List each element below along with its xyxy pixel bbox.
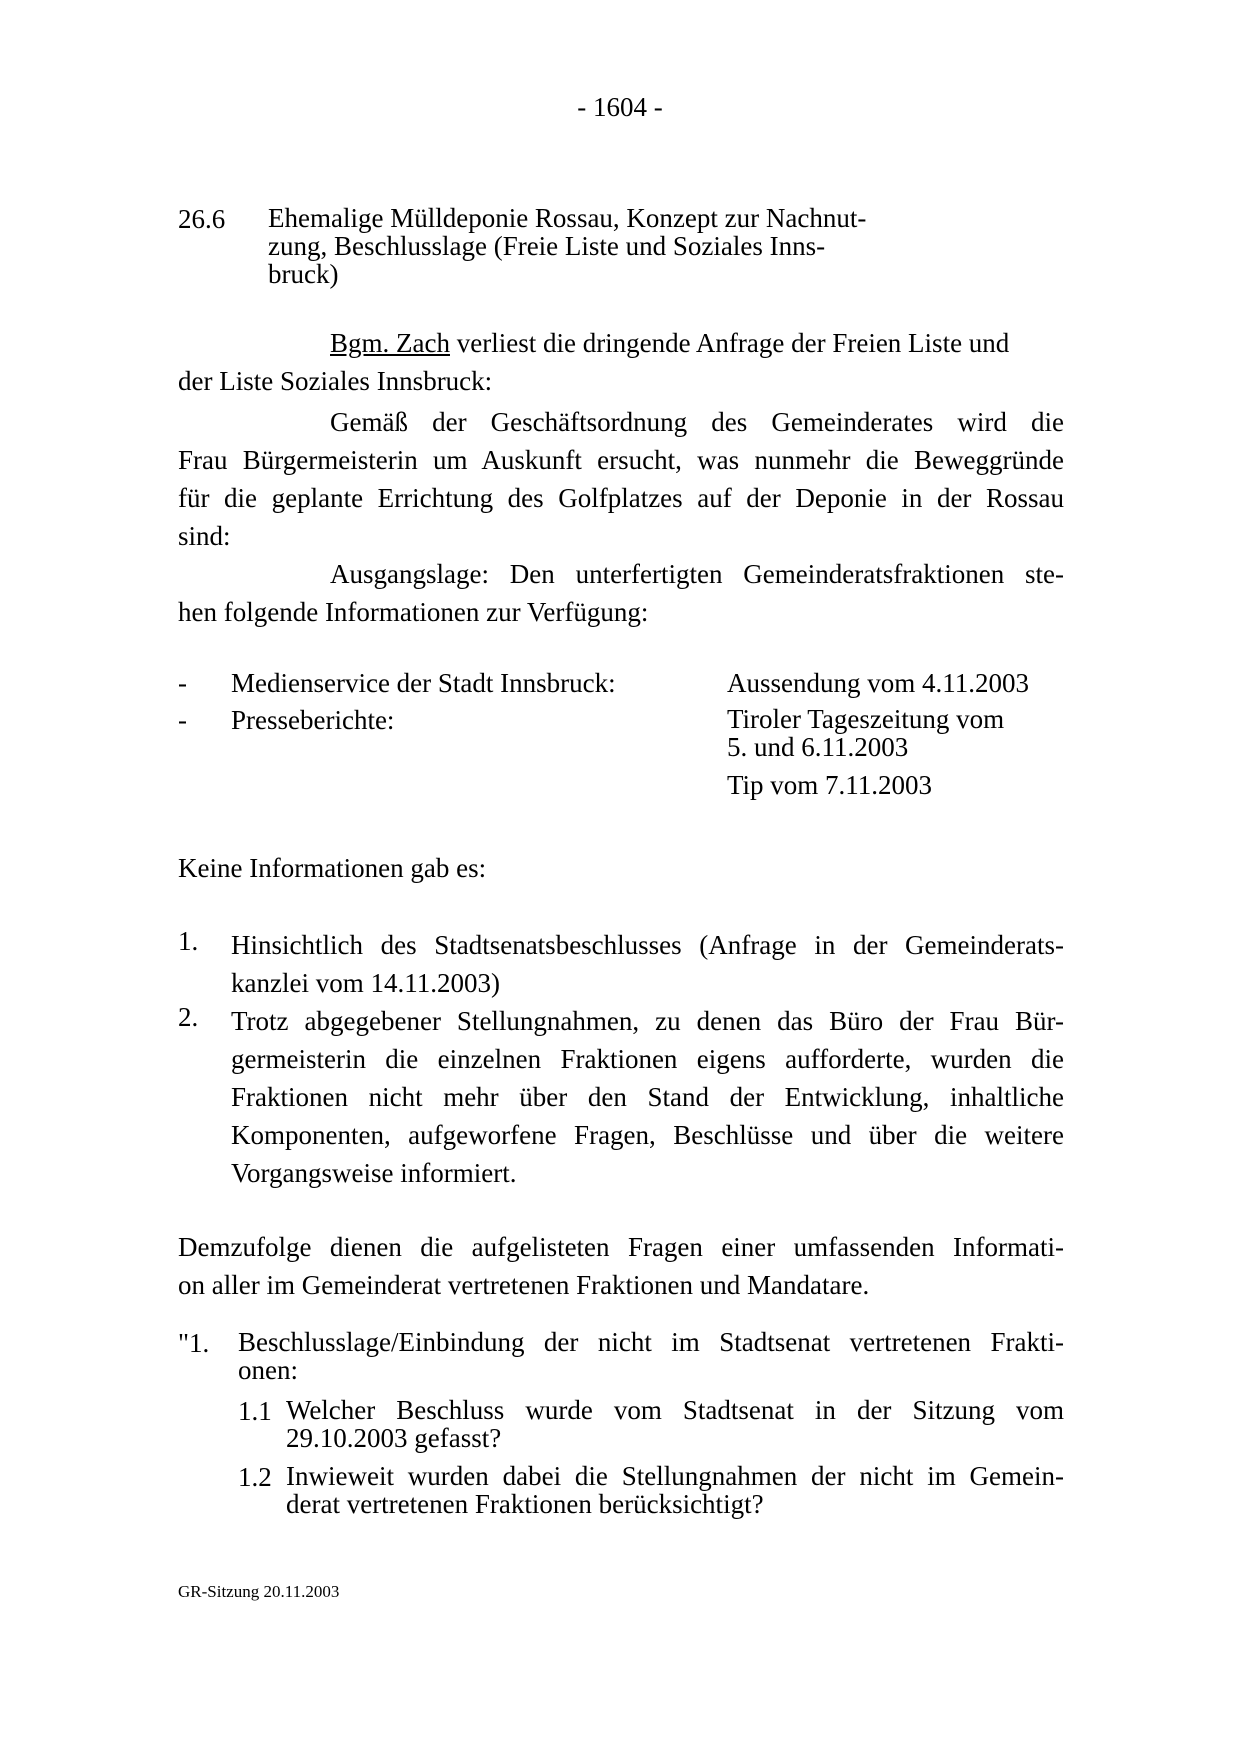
list-item-line: kanzlei vom 14.11.2003) (231, 968, 500, 998)
intro-line-2: der Liste Soziales Innsbruck: (178, 366, 493, 396)
section-number: 26.6 (178, 204, 226, 234)
sub-question (286, 1462, 1064, 1518)
list-item-line: Fraktionen nicht mehr über den Stand der Entwicklung, inhaltliche (231, 1082, 1064, 1112)
intro-line-1 (330, 328, 1009, 359)
speaker-name: Bgm. Zach (330, 328, 450, 358)
sub-question-line: 29.10.2003 gefasst? (286, 1423, 502, 1453)
sub-question-number: 1.2 (238, 1462, 272, 1492)
sub-question-number: 1.1 (238, 1396, 272, 1426)
section-title-line: bruck) (268, 259, 339, 289)
info-value (727, 705, 1004, 761)
list-item (231, 926, 1064, 1002)
list-item (231, 1002, 1064, 1192)
info-value-line: 5. und 6.11.2003 (727, 732, 909, 762)
conclusion-paragraph (178, 1228, 1064, 1304)
paragraph-line: Ausgangslage: Den unterfertigten Gemeinderatsfraktionen ste- (330, 559, 1064, 589)
sub-question-line: Welcher Beschluss wurde vom Stadtsenat in der Sitzung vom (286, 1395, 1064, 1425)
info-value: Aussendung vom 4.11.2003 (727, 668, 1029, 698)
info-bullet: - (178, 705, 187, 735)
paragraph-line: Gemäß der Geschäftsordnung des Gemeinderates wird die (330, 407, 1064, 437)
paragraph-line: Frau Bürgermeisterin um Auskunft ersucht, was nunmehr die Beweggründe (178, 445, 1064, 475)
list-number: 2. (178, 1002, 199, 1032)
sub-question-line: derat vertretenen Fraktionen berücksichtigt? (286, 1489, 764, 1519)
section-title-line: Ehemalige Mülldeponie Rossau, Konzept zur Nachnut- (268, 203, 867, 233)
paragraph-2 (178, 403, 1064, 555)
paragraph-3 (178, 555, 1064, 631)
section-title-line: zung, Beschlusslage (Freie Liste und Soziales Inns- (268, 231, 826, 261)
section-title (268, 204, 866, 288)
list-item-line: Hinsichtlich des Stadtsenatsbeschlusses (Anfrage in der Gemeinderats- (231, 930, 1064, 960)
paragraph-line: sind: (178, 521, 231, 551)
list-item-line: Trotz abgegebener Stellungnahmen, zu denen das Büro der Frau Bür- (231, 1006, 1064, 1036)
sub-question-line: Inwieweit wurden dabei die Stellungnahmen der nicht im Gemein- (286, 1461, 1064, 1491)
paragraph-line: hen folgende Informationen zur Verfügung: (178, 597, 649, 627)
question-title (238, 1328, 1064, 1384)
paragraph-line: für die geplante Errichtung des Golfplatzes auf der Deponie in der Rossau (178, 483, 1064, 513)
paragraph-line: Demzufolge dienen die aufgelisteten Fragen einer umfassenden Informati- (178, 1232, 1064, 1262)
list-item-line: germeisterin die einzelnen Fraktionen eigens aufforderte, wurden die (231, 1044, 1064, 1074)
list-number: 1. (178, 926, 199, 956)
paragraph-line: on aller im Gemeinderat vertretenen Fraktionen und Mandatare. (178, 1270, 870, 1300)
info-label: Presseberichte: (231, 705, 395, 735)
info-label: Medienservice der Stadt Innsbruck: (231, 668, 616, 698)
info-value: Tip vom 7.11.2003 (727, 770, 933, 800)
no-info-heading: Keine Informationen gab es: (178, 853, 487, 883)
page-number: - 1604 - (577, 92, 663, 122)
question-title-line: onen: (238, 1355, 298, 1385)
list-item-line: Komponenten, aufgeworfene Fragen, Beschlüsse und über die weitere (231, 1120, 1064, 1150)
question-number: "1. (178, 1328, 210, 1358)
info-bullet: - (178, 668, 187, 698)
footer: GR-Sitzung 20.11.2003 (178, 1582, 340, 1601)
info-value-line: Tiroler Tageszeitung vom (727, 704, 1005, 734)
intro-line-1-rest: verliest die dringende Anfrage der Freien Liste und (449, 328, 1010, 358)
question-title-line: Beschlusslage/Einbindung der nicht im Stadtsenat vertretenen Frakti- (238, 1327, 1064, 1357)
sub-question (286, 1396, 1064, 1452)
list-item-line: Vorgangsweise informiert. (231, 1158, 517, 1188)
